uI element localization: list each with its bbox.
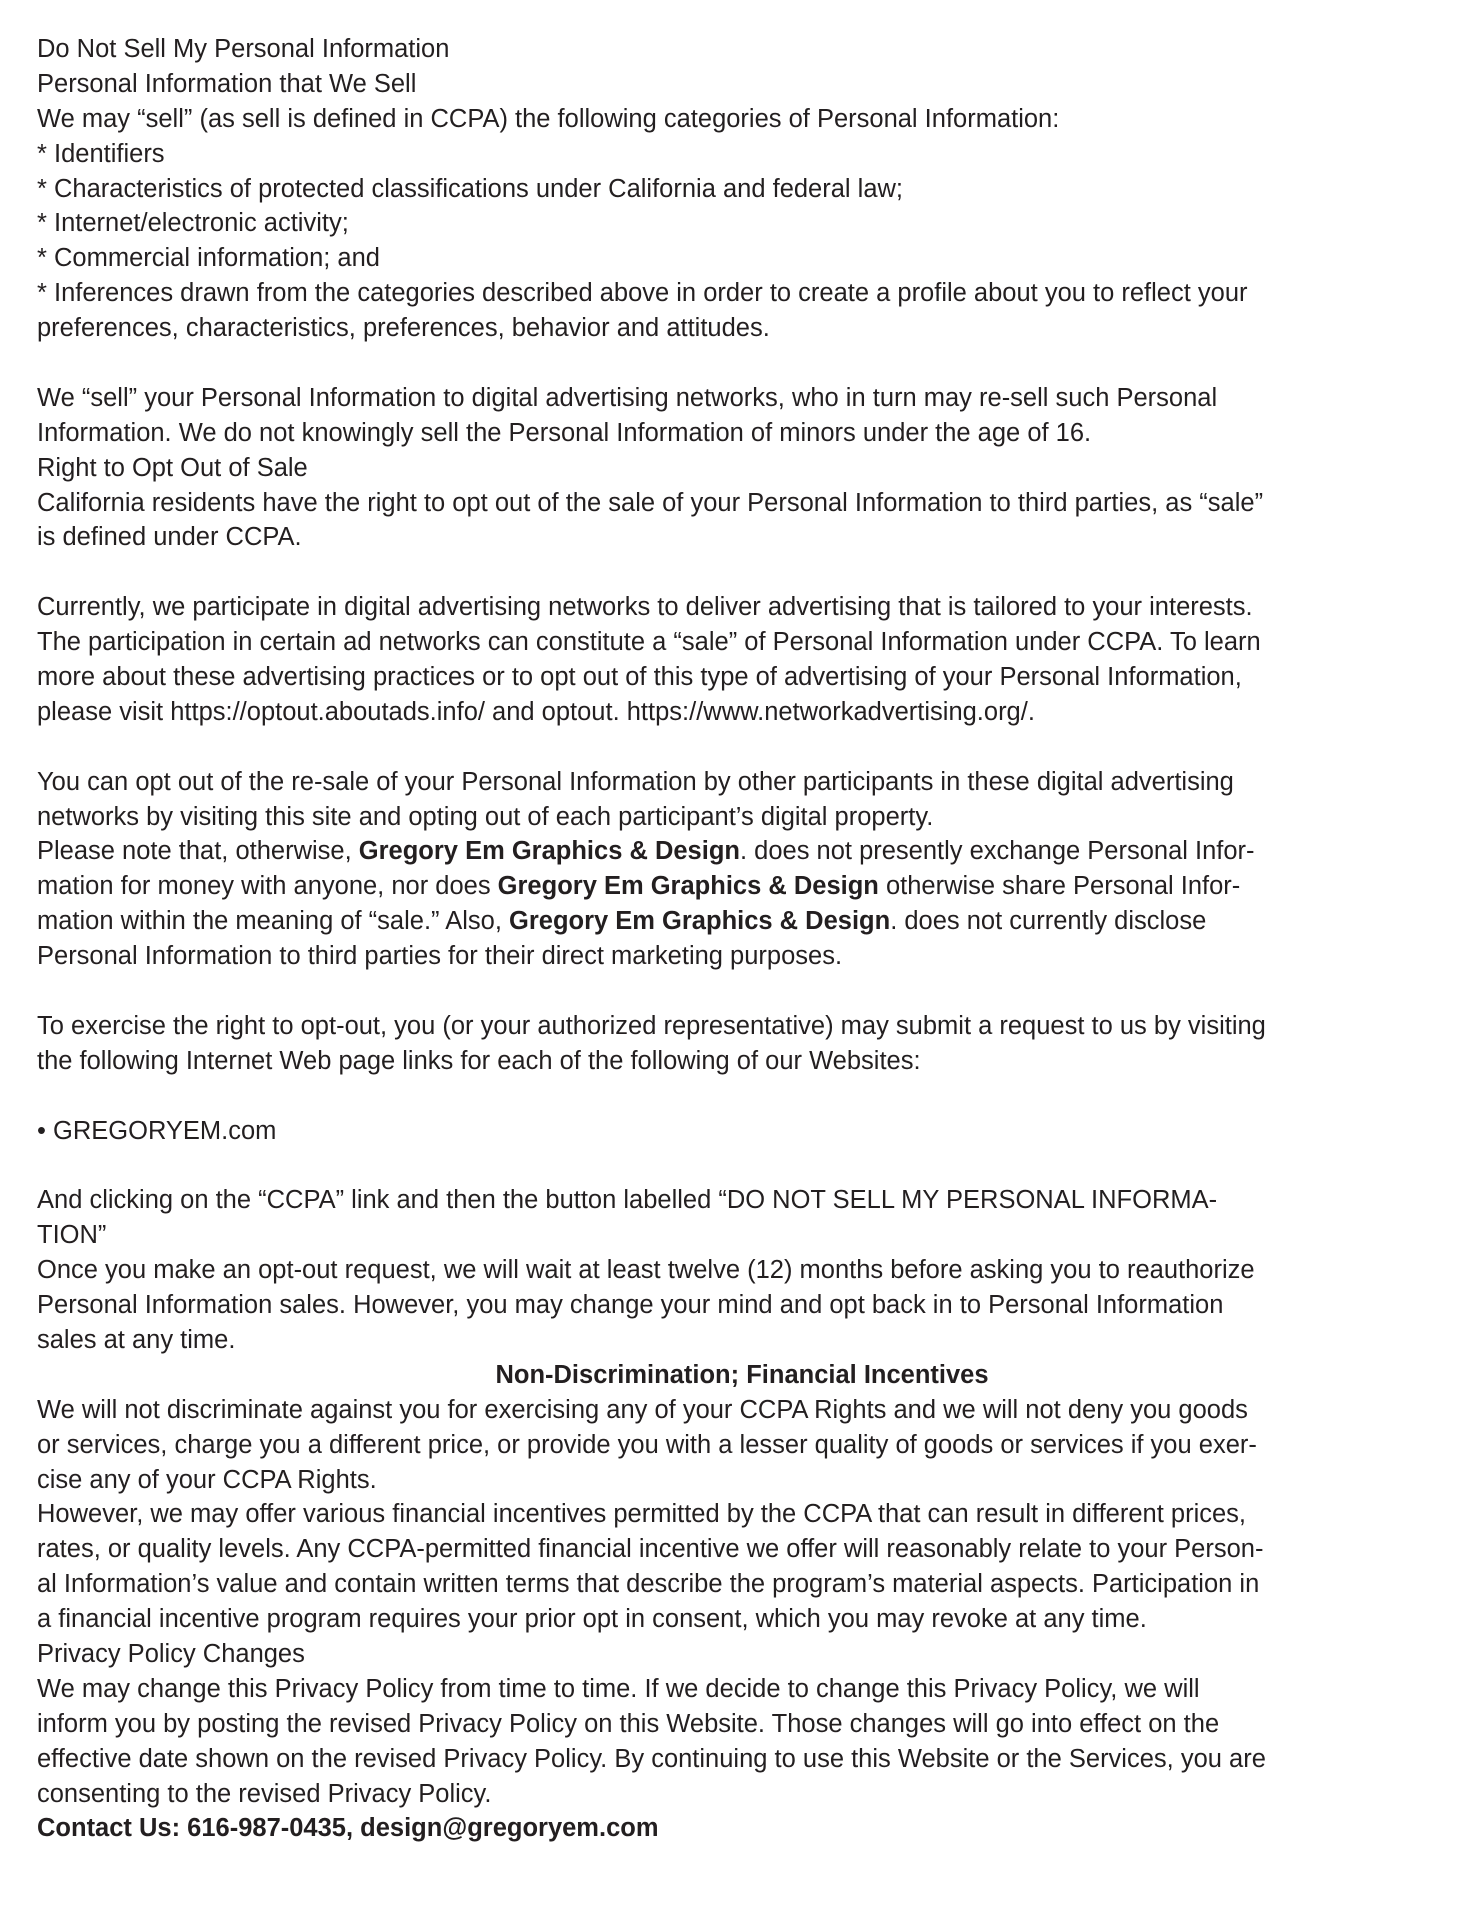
text-line <box>37 834 1457 869</box>
privacy-policy-document <box>37 32 1457 1846</box>
text-line <box>37 1114 1457 1149</box>
bold-text: Gregory Em Graphics & Design <box>509 907 891 936</box>
text-segment: * Characteristics of protected classifications under California and federal law; <box>37 174 904 203</box>
text-segment: Personal Information sales. However, you may change your mind and opt back in to Personal Information <box>37 1291 1224 1320</box>
text-segment: Right to Opt Out of Sale <box>37 453 308 482</box>
text-segment: inform you by posting the revised Privacy Policy on this Website. Those changes will go into effect on the <box>37 1709 1220 1738</box>
text-line <box>37 1811 1457 1846</box>
text-segment: the following Internet Web page links for each of the following of our Websites: <box>37 1046 921 1075</box>
text-line <box>37 625 1457 660</box>
text-line <box>37 102 1457 137</box>
section-heading <box>37 1358 1447 1393</box>
text-segment: We may change this Privacy Policy from time to time. If we decide to change this Privacy Policy, we will <box>37 1674 1200 1703</box>
text-line <box>37 1567 1457 1602</box>
text-line <box>37 1218 1457 1253</box>
text-line <box>37 1463 1457 1498</box>
text-line <box>37 1009 1457 1044</box>
text-segment: We will not discriminate against you for exercising any of your CCPA Rights and we will not deny you goods <box>37 1395 1248 1424</box>
text-segment: mation within the meaning of “sale.” Also, <box>37 907 509 936</box>
text-line <box>37 520 1457 555</box>
text-segment: TION” <box>37 1221 107 1250</box>
text-line <box>37 1602 1457 1637</box>
text-line <box>37 1288 1457 1323</box>
text-line <box>37 1323 1457 1358</box>
text-segment: However, we may offer various financial incentives permitted by the CCPA that can result in different prices, <box>37 1500 1246 1529</box>
text-line <box>37 1044 1457 1079</box>
text-segment: We “sell” your Personal Information to digital advertising networks, who in turn may re-sell such Personal <box>37 383 1218 412</box>
text-segment: * Commercial information; and <box>37 244 380 273</box>
text-line <box>37 1777 1457 1812</box>
text-line <box>37 381 1457 416</box>
text-segment: consenting to the revised Privacy Policy. <box>37 1779 492 1808</box>
text-segment: And clicking on the “CCPA” link and then the button labelled “DO NOT SELL MY PERSONAL INFORMA- <box>37 1186 1218 1215</box>
text-line <box>37 1393 1457 1428</box>
text-segment: Personal Information to third parties for their direct marketing purposes. <box>37 942 843 971</box>
text-line <box>37 765 1457 800</box>
text-segment: sales at any time. <box>37 1325 236 1354</box>
blank-line <box>37 555 1457 590</box>
text-segment: please visit https://optout.aboutads.info/ and optout. https://www.networkadvertising.org/. <box>37 697 1035 726</box>
text-line <box>37 869 1457 904</box>
text-segment: * Inferences drawn from the categories described above in order to create a profile about you to reflect your <box>37 279 1248 308</box>
text-segment: Please note that, otherwise, <box>37 837 359 866</box>
bold-text: Contact Us: 616-987-0435, design@gregoryem.com <box>37 1814 659 1843</box>
blank-line <box>37 1079 1457 1114</box>
text-line <box>37 695 1457 730</box>
text-segment: * Internet/electronic activity; <box>37 209 349 238</box>
text-segment: . does not currently disclose <box>890 907 1207 936</box>
text-segment: Information. We do not knowingly sell the Personal Information of minors under the age of 16. <box>37 418 1092 447</box>
text-line <box>37 276 1457 311</box>
text-segment: cise any of your CCPA Rights. <box>37 1465 377 1494</box>
text-line <box>37 311 1457 346</box>
text-segment: . does not presently exchange Personal Infor- <box>739 837 1255 866</box>
text-segment: rates, or quality levels. Any CCPA-permitted financial incentive we offer will reasonably relate to your Person- <box>37 1535 1264 1564</box>
bold-text: Gregory Em Graphics & Design <box>497 872 879 901</box>
text-line <box>37 172 1457 207</box>
text-segment: or services, charge you a different price, or provide you with a lesser quality of goods or services if you exer- <box>37 1430 1257 1459</box>
blank-line <box>37 730 1457 765</box>
text-line <box>37 939 1457 974</box>
blank-line <box>37 346 1457 381</box>
text-line <box>37 1707 1457 1742</box>
text-segment: Do Not Sell My Personal Information <box>37 35 450 63</box>
text-line <box>37 416 1457 451</box>
text-line <box>37 32 1457 67</box>
text-segment: preferences, characteristics, preferences, behavior and attitudes. <box>37 314 770 343</box>
text-segment: Currently, we participate in digital advertising networks to deliver advertising that is tailored to your interests. <box>37 593 1253 622</box>
text-line <box>37 660 1457 695</box>
text-segment: networks by visiting this site and opting out of each participant’s digital property. <box>37 802 934 831</box>
text-segment: effective date shown on the revised Privacy Policy. By continuing to use this Website or the Services, you are <box>37 1744 1266 1773</box>
text-line <box>37 1253 1457 1288</box>
text-segment: Once you make an opt-out request, we will wait at least twelve (12) months before asking you to reauthorize <box>37 1256 1255 1285</box>
text-segment: We may “sell” (as sell is defined in CCPA) the following categories of Personal Information: <box>37 104 1060 133</box>
text-line <box>37 1497 1457 1532</box>
text-line <box>37 590 1457 625</box>
text-segment: The participation in certain ad networks can constitute a “sale” of Personal Information under CCPA. To learn <box>37 628 1261 657</box>
text-line <box>37 1672 1457 1707</box>
text-segment: Personal Information that We Sell <box>37 69 417 98</box>
text-segment: * Identifiers <box>37 139 165 168</box>
text-line <box>37 800 1457 835</box>
text-segment: otherwise share Personal Infor- <box>878 872 1241 901</box>
bold-text: Gregory Em Graphics & Design <box>358 837 740 866</box>
text-segment: You can opt out of the re-sale of your Personal Information by other participants in these digital advertising <box>37 767 1234 796</box>
text-line <box>37 241 1457 276</box>
text-segment: is defined under CCPA. <box>37 523 302 552</box>
text-line <box>37 137 1457 172</box>
bold-text: Non-Discrimination; Financial Incentives <box>495 1360 989 1389</box>
text-line <box>37 904 1457 939</box>
blank-line <box>37 974 1457 1009</box>
text-segment: California residents have the right to opt out of the sale of your Personal Information to third parties, as “sale” <box>37 488 1264 517</box>
blank-line <box>37 1149 1457 1184</box>
text-line <box>37 67 1457 102</box>
text-segment: a financial incentive program requires your prior opt in consent, which you may revoke at any time. <box>37 1605 1147 1634</box>
text-line <box>37 1637 1457 1672</box>
text-line <box>37 1428 1457 1463</box>
text-line <box>37 451 1457 486</box>
text-segment: al Information’s value and contain written terms that describe the program’s material aspects. Participation in <box>37 1570 1260 1599</box>
text-segment: mation for money with anyone, nor does <box>37 872 498 901</box>
text-line <box>37 1532 1457 1567</box>
text-segment: • GREGORYEM.com <box>37 1116 277 1145</box>
text-line <box>37 486 1457 521</box>
text-line <box>37 1183 1457 1218</box>
text-line <box>37 206 1457 241</box>
text-segment: Privacy Policy Changes <box>37 1639 305 1668</box>
text-segment: more about these advertising practices or to opt out of this type of advertising of your Personal Information, <box>37 663 1242 692</box>
text-segment: To exercise the right to opt-out, you (or your authorized representative) may submit a request to us by visiting <box>37 1011 1266 1040</box>
text-line <box>37 1742 1457 1777</box>
